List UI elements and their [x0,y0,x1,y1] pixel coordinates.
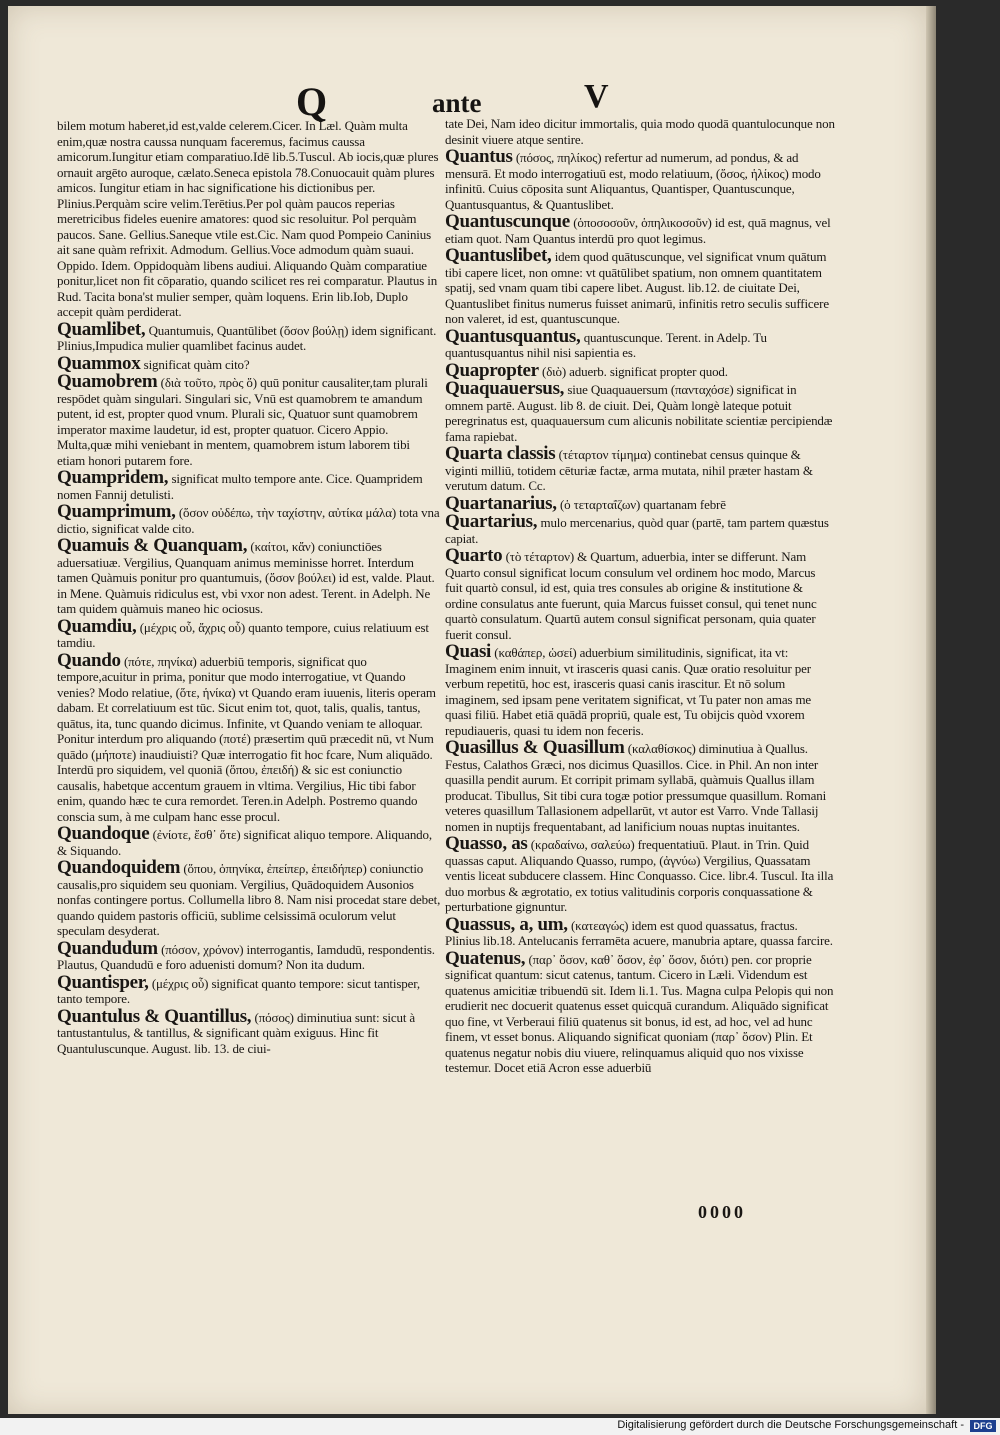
dictionary-entry [445,116,835,147]
entry-text: idem quod quātuscunque, vel significat vnum quātum tibi capere licet, non omne: vt quātūlibet spatium, non omnem quantitatem spatij, sed vnam quam tibi capere libet. August. lib.12. de ciuitate Dei, Quantuslibet finitus numerus fuisset animarū, infinitis retro seculis sufficere non valeret, id est, quantuscunque. [445,249,829,326]
entry-text: (καλαθίσκος) diminutiua à Quallus. Festus, Calathos Græci, nos dicimus Quasillos. Cice. in Phil. An non inter quasilla pendit aurum. Et corripit primam syllabā, quàmuis Quallus illam producat. Tibullus, Sit tibi cura togæ potior pressumque quasillum. Romani veteres quasillum Tallasionem adpellarūt, vt autor est Varro. Vnde Tallasij nomen in nuptijs frequentabant, ad lanificium nouas nuptas inuitantes. [445,741,827,834]
right-column [445,116,835,1216]
dictionary-entry [445,148,835,212]
catchword: 0000 [698,1202,746,1222]
entry-text: (τὸ τέταρτον) & Quartum, aduerbia, inter se differunt. Nam Quarto consul significat locum consulum vel ordinem hoc modo, Marcus fuit quartò consul, id est, quia tres consules ab origine & institutione & ordine consulatus ante fuerunt, quia Marcus fuisset consul, qui tenet nunc quartò consulatum. Quartū autem consul significat personam, quia quater fuerit consul. [445,549,817,642]
dictionary-entry [445,513,835,546]
entry-text: (τέταρτον τίμημα) continebat census quinque & viginti milliū, totidem cēturiæ factæ, arma mutata, nihil præter hastam & verutum datum. Cc. [445,447,813,493]
footer-bar [0,1418,1000,1435]
footer-credit: Digitalisierung gefördert durch die Deutsche Forschungsgemeinschaft - [617,1419,964,1431]
entry-text: significat multo tempore ante. Cice. Quampridem nomen Fannij detulisti. [57,471,423,502]
entry-lemma: Quampridem, [57,467,169,488]
entry-text: tate Dei, Nam ideo dicitur immortalis, quia modo quodā quantulocunque non desinit viuere atque sentire. [445,116,835,147]
entry-lemma: Quammox [57,352,141,374]
entry-lemma: Quassus, a, um, [445,913,568,935]
entry-lemma: Quarto [445,545,503,566]
dictionary-entry [445,325,835,361]
dictionary-entry [57,859,441,939]
dictionary-entry [445,213,835,246]
dictionary-entry [445,947,835,1076]
entry-lemma: Quasso, as [445,833,528,854]
entry-lemma: Quamuis & Quanquam, [57,535,248,556]
entry-lemma: Quasillus & Quasillum [445,737,625,758]
entry-text: (ὅσον οὐδέπω, τὴν ταχίστην, αὐτίκα μάλα) tota vna dictio, significat valde cito. [57,505,440,536]
entry-lemma: Quantisper, [57,971,149,993]
entry-lemma: Quasi [445,641,492,662]
entry-lemma: Quartarius, [445,511,538,532]
entry-lemma: Quantulus & Quantillus, [57,1005,252,1027]
header-word: ante [432,88,482,118]
entry-text: (καίτοι, κἄν) coniunctiōes aduersatiuæ. Vergilius, Quanquam animus meminisse horret. Interdum tamen Quàmuis ponitur pro quantumuis, (ὅσον βούλει) id est, valde. Plaut. in Mene. Quàmuis ridiculus est, vbi vxor non adest. Terent. in Adelph. Ne tam quidem quàmuis maneo hic ociosus. [57,539,435,616]
dictionary-entry [57,503,441,536]
entry-lemma: Quapropter [445,359,539,381]
dictionary-entry [57,469,441,502]
dictionary-entry [57,118,441,320]
dictionary-entry [57,937,441,973]
dictionary-entry [445,445,835,494]
entry-text: (ἐνίοτε, ἔσθ᾽ ὅτε) significat aliquo tempore. Aliquando, & Siquando. [57,827,432,858]
entry-text: quantuscunque. Terent. in Adelp. Tu quantusquantus nihil nisi sapientia es. [445,329,767,360]
dictionary-entry [445,835,835,915]
dfg-logo-icon: DFG [970,1420,996,1432]
entry-lemma: Quartanarius, [445,492,557,514]
entry-text: (μέχρις οὗ) significat quanto tempore: sicut tantisper, tanto tempore. [57,975,420,1006]
entry-text: (πόσον, χρόνον) interrogantis, Iamdudū, respondentis. Plautus, Quandudū e foro aduenisti domum? Non ita dudum. [57,941,435,972]
entry-text: (πόσος, πηλίκος) refertur ad numerum, ad pondus, & ad mensurā. Et modo interrogatiuū est, modo relatiuum, (ὅσος, ἡλίκος) modo infinitū. Cuius cōposita sunt Aliquantus, Quantisper, Quantuscunque, Quantusquantus, & Quantuslibet. [445,150,821,212]
entry-text: (κατεαγώς) idem est quod quassatus, fractus. Plinius lib.18. Antelucanis ferramēta acuere, manubria aptare, quassa farcire. [445,917,833,948]
header-letter: Q [296,79,328,124]
entry-lemma: Quantus [445,146,513,167]
entry-lemma: Quandoquidem [57,857,181,878]
dictionary-entry [57,615,441,651]
book-page [8,6,926,1414]
entry-text: Quantumuis, Quantūlibet (ὅσον βούλῃ) idem significant. Plinius,Impudica mulier quamlibet facinus audet. [57,322,437,353]
dictionary-entry [445,547,835,642]
dictionary-entry [445,913,835,949]
entry-lemma: Quantuscunque [445,211,570,232]
entry-lemma: Quamprimum, [57,501,176,522]
entry-lemma: Quandoque [57,823,150,844]
dictionary-entry [445,359,835,381]
entry-lemma: Quamdiu, [57,615,137,637]
entry-text: (διὰ τοῦτο, πρὸς ὅ) quū ponitur causaliter,tam plurali respōdet quàm singulari. Singulari sic, Vnū est quamobrem te amandum putent, id est, propter quod vnum. Plurali sic, Quatuor sunt quamobrem imperator maxime laudetur, id est, propter quatuor. Cicero Appio. Multa,quæ mihi veniebant in mentem, quamobrem istum laborem tibi etiam honori putarem fore. [57,375,428,468]
dictionary-entry [57,1005,441,1057]
entry-text: bilem motum haberet,id est,valde celerem.Cicer. In Læl. Quàm multa enim,quæ nostra caussa nunquam faceremus, facimus caussa amicorum.Iungitur etiam comparatiuo.Idē lib.5.Tuscul. Ab iocis,quæ plures ornauit argēto auroque, cælato.Seneca epistola 78.Conuocauit quàm plures amicos. Iungitur etiam in hac significatione his dictionibus per. Plinius.Perquàm scire velim.Terētius.Per pol quàm paucos reperias meretricibus fideles euenire amatores: quod sic resoluitur. Pol perquàm paucos. Sane. Gellius.Saneque vtile est.Cic. Nam quod Pompeio Caninius ait sane quàm refrixit. Admodum. Gellius.Voce admodum quàm suaui. Oppido. Idem. Oppidoquàm libens audiui. Aliquando Quàm comparatiue ponitur,licet non fit cōparatio, quando scilicet res rei comparatur. Plautus in Rud. Tacita bona'st mulier semper, quàm loquens. Erin lib.Iob, Duplo accepit quàm perdiderat. [57,118,439,319]
entry-lemma: Quantuslibet, [445,245,552,266]
entry-text: (πόσος) diminutiua sunt: sicut à tantustantulus, & tantillus, & significant quàm exiguus. Hinc fit Quantuluscunque. August. lib. 13. de ciui- [57,1009,416,1056]
page-edge [926,6,936,1414]
dictionary-entry [57,318,441,354]
dictionary-entry [57,971,441,1007]
entry-lemma: Quamobrem [57,371,158,392]
header-right-letter: V [584,78,609,115]
dictionary-entry [445,492,835,514]
entry-lemma: Quaquauersus, [445,378,565,399]
dictionary-entry [445,739,835,834]
entry-text: (κραδαίνω, σαλεύω) frequentatiuū. Plaut. in Trin. Quid quassas caput. Aliquando Quasso, rumpo, (ἀγνύω) Vergilius, Quassatam ventis liceat subducere classem. Hinc Conquasso. Cice. libr.4. Tuscul. Ita illa duo morbus & ægrotatio, ex totius valitudinis corporis conquassatione & perturbatione gignuntur. [445,837,834,914]
dictionary-entry [445,643,835,738]
entry-lemma: Quarta classis [445,443,556,464]
entry-lemma: Quatenus, [445,947,526,969]
entry-lemma: Quando [57,649,121,671]
dictionary-entry [57,649,441,825]
entry-text: (μέχρις οὗ, ἄχρις οὗ) quanto tempore, cuius relatiuum est tamdiu. [57,619,429,650]
entry-text: mulo mercenarius, quòd quar (partē, tam partem quæstus capiat. [445,515,829,546]
entry-text: siue Quaquauersum (πανταχόσε) significat in omnem partē. August. lib 8. de ciuit. Dei, Quàm longè lateque potuit peregrinatus est, quaquauersum cum alicunis nobilitate scientiæ percipiendæ fama rapiebat. [445,382,833,444]
entry-text: (πότε, πηνίκα) aduerbiū temporis, significat quo tempore,acuitur in prima, ponitur que modo interrogatiue, vt Quando venies? Modo relatiue, (ὅτε, ἡνίκα) vt Quando eram iuuenis, literis operam dabam. Et correlatiuum est tūc. Sicut enim tot, quot, talis, qualis, tantus, quātus, ita, tunc quando dicimus. Infinite, vt Quando veniam te alloquar. Ponitur interdum pro aliquando (ποτέ) præsertim quū præcedit nū, vt Num quādo (μήποτε) inaudiuisti? Quæ interrogatio fit hoc fcare, Num aliquādo. Interdū pro siquidem, vel quoniā (ὅπου, ἐπειδή) & sic est coniunctio causalis, habetque accentum grauem in vltima. Vergilius, Hic tibi fabor enim, quando hæc te cura remordet. Teren.in Adelph. Postremo quando conscia sum, à me culpam hanc esse procul. [57,653,436,824]
dictionary-entry [57,373,441,468]
dictionary-entry [57,537,441,617]
entry-text: (ὅπου, ὁπηνίκα, ἐπείπερ, ἐπειδήπερ) coniunctio causalis,pro siquidem seu quoniam. Vergilius, Quādoquidem Ausonios nonfas contingere portus. Collumella libro 8. Nam nisi procedat stare debet, quando quidem pastoris officiū, sublime celsissimā oculorum velut speculam desyderat. [57,861,441,938]
dictionary-entry [57,825,441,858]
entry-text: (ὁ τεταρταΐζων) quartanam febrē [559,496,726,512]
dictionary-entry [445,380,835,444]
entry-text: (διὸ) aduerb. significat propter quod. [542,363,728,379]
entry-lemma: Quandudum [57,937,158,959]
entry-text: (παρ᾽ ὅσον, καθ᾽ ὅσον, ἐφ᾽ ὅσον, διότι) pen. cor proprie significat quantum: sicut catenus, tantum. Cicero in Læli. Videndum est quatenus amicitiæ tribuendū sit. Idem li.1. Tus. Magna culpa Pelopis qui non erudierit nec docuerit quatenus esset quicquā curandum. Aliquādo significat quo fine, vt Verberaui filiū quatenus sit bonus, id est, ad hoc, vel ad hunc finem, vt esset bonus. Aliquando significat quoniam (παρ᾽ ὅσον) Plin. Et quatenus negatur nobis diu viuere, relinquamus aliquid quo nos vixisse testemur. Docet etiā Acron esse aduerbiū [445,951,834,1075]
entry-text: (καθάπερ, ὡσεί) aduerbium similitudinis, significat, ita vt: Imaginem enim innuit, vt irasceris quasi canis. Quæ oratio resoluitur per verbum repetitū, hoc est, irasceris quasi canis irascitur. Et nō solum imaginem, sed ipsam pene veritatem significat, vt Tu pater non amas me quasi filiū. Habet etiā quādā propriū, quale est, Tu obijcis quòd vxorem repudiaueris, quasi tu idem non feceris. [445,645,812,738]
dictionary-entry [57,352,441,374]
entry-lemma: Quamlibet, [57,318,146,340]
entry-lemma: Quantusquantus, [445,325,581,347]
left-column [57,118,441,1218]
entry-text: significat quàm cito? [143,356,250,372]
entry-text: (ὁποσοσοῦν, ὁπηλικοσοῦν) id est, quā magnus, vel etiam quot. Nam Quantus interdū pro quot legimus. [445,215,831,246]
dictionary-entry [445,247,835,327]
